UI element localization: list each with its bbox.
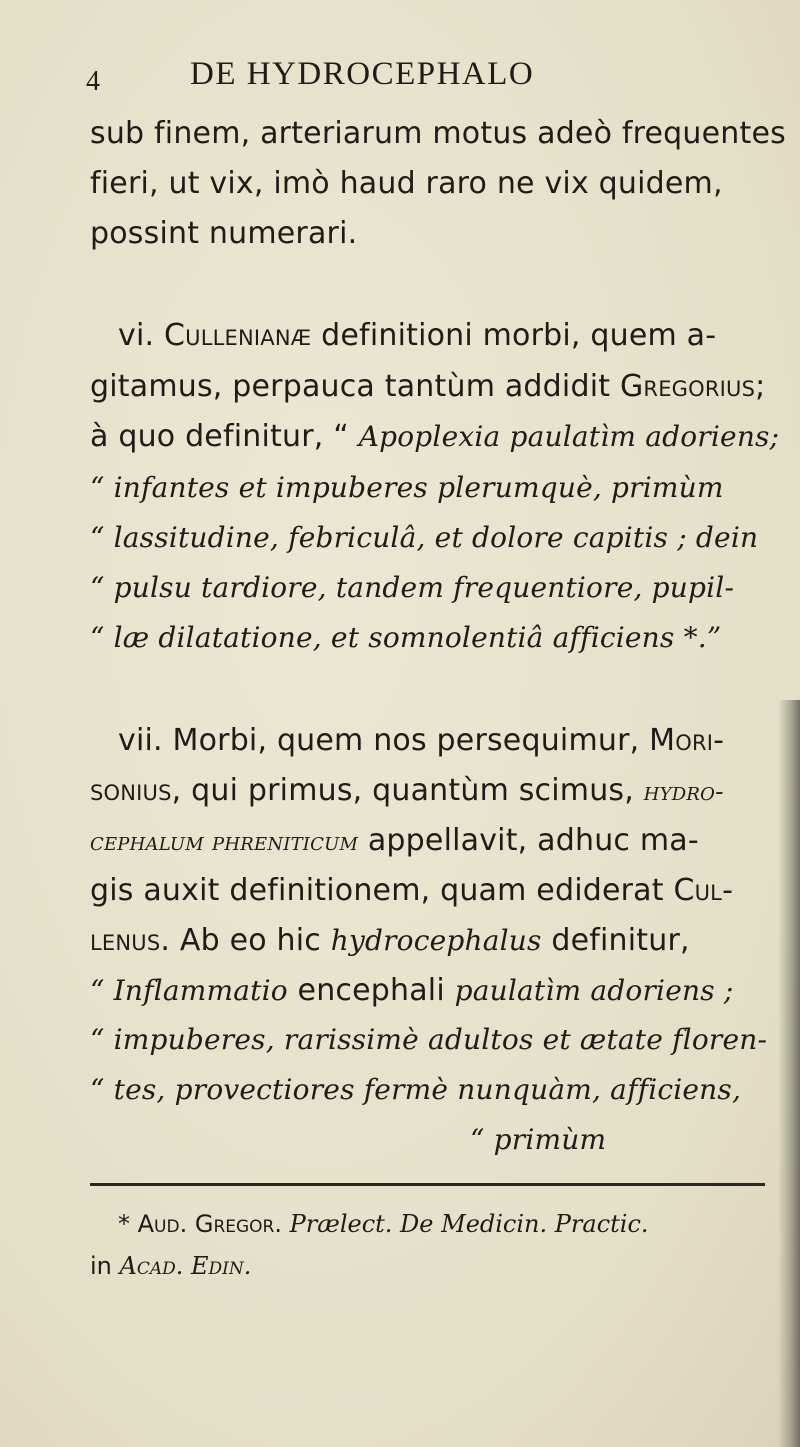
text-line: gitamus, perpauca tantùm addidit Gregorius; [90, 369, 766, 404]
text-line: sub finem, arteriarum motus adeò frequentes [90, 116, 786, 151]
catchword: “ primùm [470, 1123, 607, 1156]
text-line: à quo definitur, “ Apoplexia paulatìm adoriens; [90, 419, 780, 454]
quote-line: “ Inflammatio encephali paulatìm adoriens ; [90, 973, 734, 1008]
section-number: vi. [118, 318, 155, 353]
author-name: Gregorius [619, 369, 756, 404]
quote-line: “ impuberes, rarissimè adultos et ætate floren- [90, 1023, 768, 1056]
text-line: sonius, qui primus, quantùm scimus, hydro- [90, 773, 724, 808]
text-line: cephalum phreniticum appellavit, adhuc ma- [90, 823, 699, 858]
page-number: 4 [86, 66, 100, 97]
footnote: * Aud. Gregor. Prælect. De Medicin. Practic. [118, 1210, 649, 1238]
section-number: vii. [118, 723, 163, 758]
text-line: fieri, ut vix, imò haud raro ne vix quidem, [90, 166, 723, 201]
running-head: DE HYDROCEPHALO [190, 56, 535, 92]
text-line: possint numerari. [90, 216, 358, 251]
text-line: gis auxit definitionem, quam ediderat Cul- [90, 873, 734, 908]
footnote-rule [90, 1183, 765, 1186]
quote-line: “ infantes et impuberes plerumquè, primùm [90, 471, 724, 504]
quote-line: “ læ dilatatione, et somnolentiâ afficiens *.” [90, 621, 722, 654]
page-edge-shadow [778, 700, 800, 1447]
author-name: Cullenianæ [163, 318, 312, 353]
quote-line: “ lassitudine, febriculâ, et dolore capitis ; dein [90, 521, 759, 554]
text-line: vi. Cullenianæ definitioni morbi, quem a- [118, 318, 717, 353]
quote-line: “ tes, provectiores fermè nunquàm, afficiens, [90, 1073, 742, 1106]
text-line: lenus. Ab eo hic hydrocephalus definitur, [90, 923, 690, 958]
text-line: vii. Morbi, quem nos persequimur, Mori- [118, 723, 725, 758]
quote-line: “ pulsu tardiore, tandem frequentiore, pupil- [90, 571, 735, 604]
author-name: Mori- [649, 723, 725, 758]
footnote: in Acad. Edin. [90, 1252, 252, 1280]
